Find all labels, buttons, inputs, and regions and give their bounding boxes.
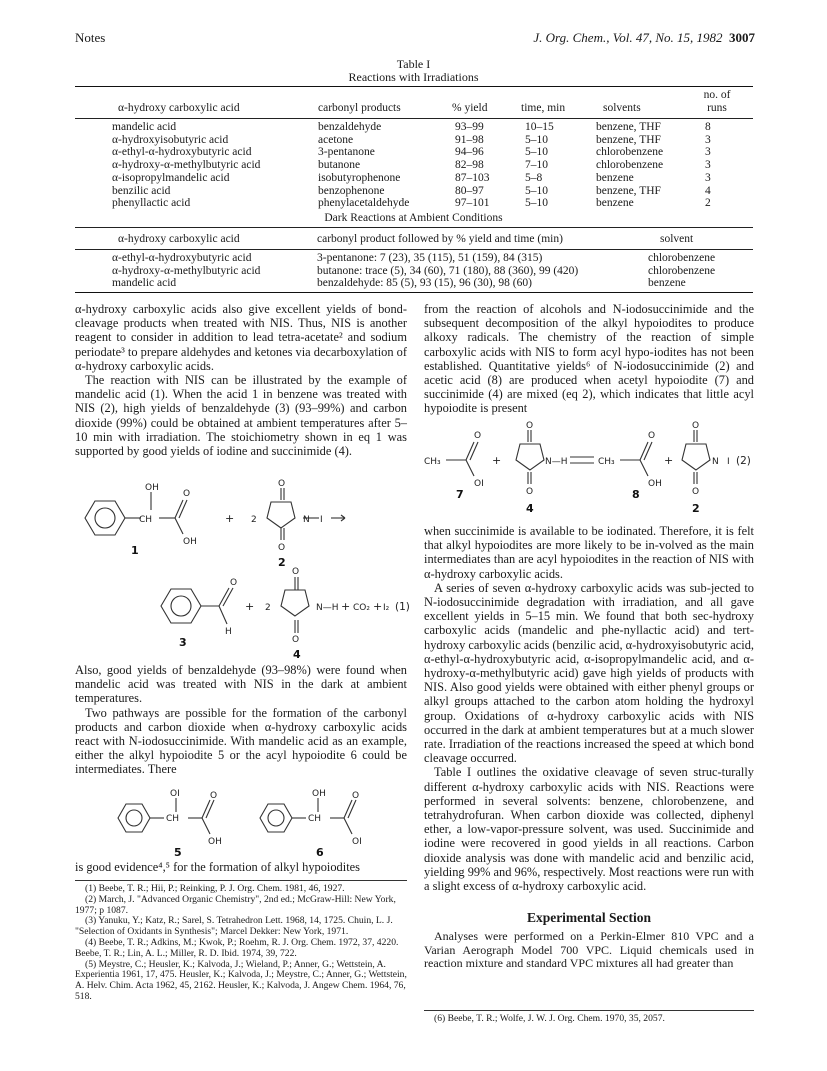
table-title: Table I xyxy=(396,57,431,71)
table-cell: benzilic acid xyxy=(112,184,171,197)
table-cell: 82–98 xyxy=(455,159,484,172)
footnotes-right xyxy=(424,1014,754,1025)
o-label: O xyxy=(292,635,300,645)
journal-citation: J. Org. Chem., Vol. 47, No. 15, 1982 xyxy=(533,30,723,45)
table-cell: chlorobenzene xyxy=(596,146,664,159)
paragraph: Two pathways are possible for the formation of the carbonyl products and carbon dioxide when α-hydroxy carboxylic acids react with N-iodosuccinimide. With mandelic acid as an example, either the alkyl hypoiodite 5 or the acyl hypoiodite 6 could be intermediates. There xyxy=(75,705,407,777)
running-head-section: Notes xyxy=(75,30,106,45)
i2-label: I₂ xyxy=(383,603,390,613)
table-cell: benzene, THF xyxy=(596,133,661,146)
table-rule-head xyxy=(75,118,753,119)
oh-label: OH xyxy=(183,537,197,547)
footnote: (1) Beebe, T. R.; Hii, P.; Reinking, P. J. Org. Chem. 1981, 46, 1927. xyxy=(85,883,345,894)
paragraph: Also, good yields of benzaldehyde (93–98%) were found when mandelic acid was treated with NIS in the dark at ambient temperatures. xyxy=(75,663,407,706)
o-label: O xyxy=(183,489,191,499)
table-cell: benzophenone xyxy=(318,184,385,197)
table-cell: benzene xyxy=(596,197,634,210)
equation-1-scheme xyxy=(75,478,415,658)
ch3-label: CH₃ xyxy=(424,457,441,467)
table-cell: 3 xyxy=(705,171,711,184)
page-number: 3007 xyxy=(729,30,755,45)
oh-label: OH xyxy=(208,837,222,847)
o-label: O xyxy=(292,567,300,577)
table-cell: 3-pentanone xyxy=(318,146,375,159)
table-cell: 5–10 xyxy=(525,133,548,146)
footnote: (2) March, J. "Advanced Organic Chemistry", 2nd ed.; McGraw-Hill: New York, 1977; p 1087. xyxy=(75,893,396,916)
table-cell: 5–10 xyxy=(525,184,548,197)
compound-label: 2 xyxy=(278,556,286,569)
table-cell: benzene xyxy=(596,171,634,184)
oh-label: OH xyxy=(145,483,159,493)
equation-2-scheme xyxy=(424,420,754,520)
n-label: N xyxy=(712,457,719,467)
ch-label: CH xyxy=(166,814,180,824)
table-rule-dark-top xyxy=(75,227,753,228)
left-column-bottom xyxy=(75,860,407,874)
table-cell: α-hydroxyisobutyric acid xyxy=(112,133,229,146)
table-cell: isobutyrophenone xyxy=(318,171,401,184)
compound-label: 2 xyxy=(692,502,700,515)
left-column-top xyxy=(75,302,407,458)
table-subtitle: Reactions with Irradiations xyxy=(348,70,479,84)
dark-table-cell: 3-pentanone: 7 (23), 35 (115), 51 (159), 84 (315) xyxy=(317,252,543,264)
dark-table-cell: butanone: trace (5), 34 (60), 71 (180), 88 (360), 99 (420) xyxy=(317,264,579,277)
o-label: O xyxy=(278,479,286,489)
dark-table-cell: α-ethyl-α-hydroxybutyric acid xyxy=(112,252,252,264)
table-cell: acetone xyxy=(318,133,354,146)
table-cell: mandelic acid xyxy=(112,121,177,133)
footnote-rule xyxy=(75,880,407,881)
plus-sign: + xyxy=(373,600,383,613)
dark-header-acid: α-hydroxy carboxylic acid xyxy=(118,233,240,245)
dark-table-cell: chlorobenzene xyxy=(648,264,716,277)
table-cell: 91–98 xyxy=(455,133,484,146)
o-label: O xyxy=(230,578,238,588)
table-cell: α-isopropylmandelic acid xyxy=(112,171,230,184)
section-heading: Experimental Section xyxy=(526,910,652,925)
col-header-acid: α-hydroxy carboxylic acid xyxy=(118,102,240,114)
o-label: O xyxy=(352,791,360,801)
compound-label: 6 xyxy=(316,846,324,858)
running-head-journal xyxy=(533,30,755,46)
footnote: (4) Beebe, T. R.; Adkins, M.; Kwok, P.; Roehm, R. J. Org. Chem. 1972, 37, 4220. Beebe, T. R.; Lin, A. L.; Miller, R. D. Ibid. 1974, 39, 722. xyxy=(75,936,399,959)
compound-label: 4 xyxy=(293,648,301,658)
table-cell: α-hydroxy-α-methylbutyric acid xyxy=(112,159,261,172)
table-cell: 8 xyxy=(705,121,711,133)
table-cell: 80–97 xyxy=(455,184,484,197)
right-column-bottom xyxy=(424,524,754,893)
dark-header-product: carbonyl product followed by % yield and time (min) xyxy=(317,233,563,245)
dark-table-cell: chlorobenzene xyxy=(648,252,716,264)
o-label: O xyxy=(210,791,218,801)
col-header-solvents: solvents xyxy=(603,102,641,114)
i-label: I xyxy=(320,515,323,525)
i-label: I xyxy=(727,457,730,467)
table-cell: benzene, THF xyxy=(596,184,661,197)
left-column-middle xyxy=(75,663,407,777)
table-cell: 2 xyxy=(705,197,711,210)
paragraph: The reaction with NIS can be illustrated by the example of mandelic acid (1). When the acid 1 in benzene was treated with NIS (2), high yields of benzaldehyde (3) (93–99%) and carbon dioxide (99%) could be obtained at ambient temperatures after 5–10 min with irradiation. The stoichiometry shown in eq 1 was supported by good yields of iodine and succinimide (4). xyxy=(75,373,407,459)
paragraph: A series of seven α-hydroxy carboxylic acids was sub-jected to N-iodosuccinimide degradation with irradiation, and all gave excellent yields in 5–15 min. We found that both sec-hydroxy carboxylic acids (mandelic and phe-nyllactic acid) and tert-hydroxy carboxylic acids (benzilic acid, α-hydroxyisobutyric acid, α-ethyl-α-hydroxybutyric acid, α-isopropylmandelic acid, and α-hydroxy-α-methylbutyric acid) gave high yields of products with NIS. Also good yields were obtained with either phenyl groups or alkyl groups attached to the carbon atom holding the hydroxyl group. Oxidations of α-hydroxy carboxylic acids with NIS occurred in the dark at ambient temperatures but at a much slower rate. Irradiation of the reactions increased the speed at which bond cleavage occurred. xyxy=(424,580,754,766)
plus-sign: + xyxy=(341,600,351,613)
dark-table-cell: benzene xyxy=(648,277,686,290)
intermediates-5-6 xyxy=(110,788,400,858)
table-cell: 7–10 xyxy=(525,159,548,172)
dark-reactions-title: Dark Reactions at Ambient Conditions xyxy=(324,212,503,224)
experimental-text xyxy=(424,930,754,971)
compound-label: 3 xyxy=(179,636,187,649)
o-label: O xyxy=(278,543,286,553)
table-rule-dark-head xyxy=(75,249,753,250)
o-label: O xyxy=(692,421,700,431)
plus-sign: + xyxy=(664,454,674,467)
oh-label: OH xyxy=(312,789,326,799)
paragraph: Table I outlines the oxidative cleavage of seven struc-turally different α-hydroxy carboxylic acids with NIS. Reactions were performed in several solvents: benzene, chlorobenzene, and tetrahydrofuran. When carbon dioxide was collected, diphenyl ether, a low-vapor-pressure solvent, was used. Succinimide and iodine were recovered in good yields in all reactions. Carbon dioxide analysis was done with mandelic acid and benzilic acid, yielding 99% and 96%, respectively. Most reactions were run with a slight excess of α-hydroxy carboxylic acid. xyxy=(424,765,754,894)
o-label: O xyxy=(692,487,700,497)
o-label: O xyxy=(526,487,534,497)
table-cell: 5–10 xyxy=(525,146,548,159)
table-cell: chlorobenzene xyxy=(596,159,664,172)
col-header-runs: no. of runs xyxy=(703,89,731,114)
col-header-products: carbonyl products xyxy=(318,102,401,114)
h-label: H xyxy=(225,627,232,637)
table-cell: 5–8 xyxy=(525,171,543,184)
o-label: O xyxy=(648,431,656,441)
dark-header-solvent: solvent xyxy=(660,233,694,245)
ch-label: CH xyxy=(139,515,153,525)
plus-sign: + xyxy=(245,600,255,613)
table-cell: 3 xyxy=(705,159,711,172)
compound-label: 1 xyxy=(131,544,139,557)
n-label: N xyxy=(303,515,310,525)
footnote-rule xyxy=(424,1010,754,1011)
coefficient-2: 2 xyxy=(265,603,271,613)
oh-label: OH xyxy=(648,479,662,489)
table-cell: 94–96 xyxy=(455,146,484,159)
compound-label: 5 xyxy=(174,846,182,858)
o-label: O xyxy=(526,421,534,431)
footnote: (6) Beebe, T. R.; Wolfe, J. W. J. Org. Chem. 1970, 35, 2057. xyxy=(434,1013,665,1024)
equation-number: (1) xyxy=(395,601,410,613)
nh-label: N—H xyxy=(545,457,568,467)
right-column-top xyxy=(424,302,754,416)
paragraph: from the reaction of alcohols and N-iodosuccinimide and the subsequent decomposition of the alkyl hypoiodites to produce alkoxy radicals. The chemistry of the reaction of simple carboxylic acids with NIS to form acyl hypo-iodites has not been established. Quantitative yields⁶ of N-iodosuccinimide (2) and acetic acid (8) are produced when acetyl hypoiodite (7) and succinimide (4) are mixed (eq 2), which indicates that little acyl hypoiodite is present xyxy=(424,302,754,416)
dark-table-cell: α-hydroxy-α-methylbutyric acid xyxy=(112,264,261,277)
table-cell: 4 xyxy=(705,184,711,197)
table-cell: 3 xyxy=(705,146,711,159)
footnote: (3) Yanuku, Y.; Katz, R.; Sarel, S. Tetrahedron Lett. 1968, 14, 1725. Chuin, L. J. "Selection of Oxidants in Synthesis"; Marcel Dekker: New York, 1971. xyxy=(75,915,393,938)
oi-label: OI xyxy=(474,479,484,489)
dark-table-cell: benzaldehyde: 85 (5), 93 (15), 96 (30), 98 (60) xyxy=(317,277,532,290)
col-header-time: time, min xyxy=(521,102,566,114)
compound-label: 7 xyxy=(456,488,464,501)
table-cell: 93–99 xyxy=(455,121,484,133)
footnotes-left xyxy=(75,884,407,1003)
table-cell: 87–103 xyxy=(455,171,490,184)
table-cell: 3 xyxy=(705,133,711,146)
table-cell: benzene, THF xyxy=(596,121,661,133)
table-rule-bottom xyxy=(75,292,753,293)
oi-label: OI xyxy=(352,837,362,847)
table-cell: benzaldehyde xyxy=(318,121,382,133)
compound-label: 8 xyxy=(632,488,640,501)
dark-table-cell: mandelic acid xyxy=(112,277,177,290)
oi-label: OI xyxy=(170,789,180,799)
compound-label: 4 xyxy=(526,502,534,515)
nh-label: N—H xyxy=(316,603,339,613)
plus-sign: + xyxy=(492,454,502,467)
table-cell: phenylacetaldehyde xyxy=(318,197,410,210)
co2-label: CO₂ xyxy=(353,603,370,613)
paragraph: when succinimide is available to be iodinated. Therefore, it is felt that alkyl hypoiodites are more likely to be in-volved as the main intermediates than are acyl hypoiodites in the reaction of NIS with α-hydroxy carboxylic acids. xyxy=(424,524,754,581)
table-cell: butanone xyxy=(318,159,361,172)
paragraph: α-hydroxy carboxylic acids also give excellent yields of bond-cleavage products when treated with NIS. Thus, NIS is another reagent to consider in addition to lead tetra-acetate² and sodium periodate³ to prepare aldehydes and ketones via decarboxylation of α-hydroxy carboxylic acids. xyxy=(75,302,407,373)
o-label: O xyxy=(474,431,482,441)
table-rule-top xyxy=(75,86,753,87)
table-cell: 97–101 xyxy=(455,197,490,210)
table-cell: α-ethyl-α-hydroxybutyric acid xyxy=(112,146,252,159)
ch-label: CH xyxy=(308,814,322,824)
ch3-label: CH₃ xyxy=(598,457,615,467)
paragraph: is good evidence⁴,⁵ for the formation of alkyl hypoiodites xyxy=(75,860,360,874)
footnote: (5) Meystre, C.; Heusler, K.; Kalvoda, J.; Wieland, P.; Anner, G.; Wettstein, A. Experientia 1961, 17, 475. Heusler, K.; Kalvoda, J.; Meystre, C.; Anner, G.; Wettstein, A. Helv. Chim. Acta 1962, 45, 2162. Heusler, K.; Kalvoda, J. Angew Chem. 1964, 76, 518. xyxy=(75,958,407,1002)
table-cell: phenyllactic acid xyxy=(112,197,191,210)
paragraph: Analyses were performed on a Perkin-Elmer 810 VPC and a Varian Aerograph Model 700 VPC. Liquid chemicals used in reaction mixture and standard VPC mixtures all had greater than xyxy=(424,929,754,971)
table-cell: 5–10 xyxy=(525,197,548,210)
equation-number: (2) xyxy=(736,455,751,467)
plus-sign: + xyxy=(225,512,235,525)
coefficient-2: 2 xyxy=(251,515,257,525)
col-header-yield: % yield xyxy=(452,102,488,114)
table-cell: 10–15 xyxy=(525,121,554,133)
